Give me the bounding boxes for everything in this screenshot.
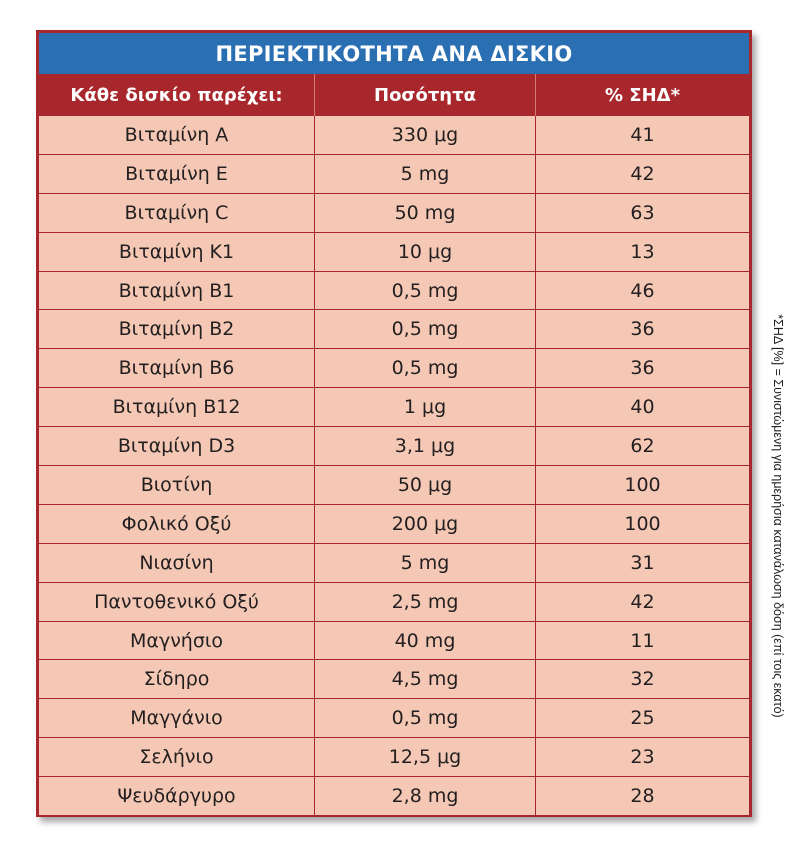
nutrient-cell: Βιταμίνη C (39, 194, 315, 233)
nutrient-cell: Βιταμίνη Β1 (39, 272, 315, 311)
nutrient-cell: Βιταμίνη Β6 (39, 349, 315, 388)
table-row (39, 155, 749, 194)
nutrient-cell: Βιταμίνη Α (39, 116, 315, 155)
rda-percent-cell: 23 (536, 738, 749, 777)
rda-percent-cell: 40 (536, 388, 749, 427)
quantity-cell: 1 μg (315, 388, 536, 427)
quantity-cell: 200 μg (315, 505, 536, 544)
nutrient-cell: Βιταμίνη Κ1 (39, 233, 315, 272)
table-row (39, 310, 749, 349)
table-row (39, 660, 749, 699)
rda-percent-cell: 36 (536, 310, 749, 349)
quantity-cell: 40 mg (315, 622, 536, 661)
table-row (39, 272, 749, 311)
rda-percent-cell: 42 (536, 155, 749, 194)
quantity-cell: 5 mg (315, 155, 536, 194)
rda-percent-cell: 62 (536, 427, 749, 466)
quantity-cell: 0,5 mg (315, 272, 536, 311)
table-title: ΠΕΡΙΕΚΤΙΚΟΤΗΤΑ ΑΝΑ ΔΙΣΚΙΟ (39, 33, 749, 74)
quantity-cell: 2,5 mg (315, 583, 536, 622)
rda-percent-cell: 46 (536, 272, 749, 311)
table-row (39, 116, 749, 155)
quantity-cell: 50 μg (315, 466, 536, 505)
nutrient-cell: Βιταμίνη Β2 (39, 310, 315, 349)
rda-percent-cell: 63 (536, 194, 749, 233)
table-row (39, 388, 749, 427)
table-row (39, 233, 749, 272)
quantity-cell: 330 μg (315, 116, 536, 155)
table-row (39, 699, 749, 738)
rda-percent-cell: 100 (536, 466, 749, 505)
nutrient-cell: Μαγνήσιο (39, 622, 315, 661)
nutrient-cell: Σελήνιο (39, 738, 315, 777)
quantity-cell: 10 μg (315, 233, 536, 272)
rda-footnote (764, 200, 792, 832)
nutrient-cell: Βιταμίνη Ε (39, 155, 315, 194)
table-row (39, 505, 749, 544)
table-row (39, 738, 749, 777)
rda-percent-cell: 31 (536, 544, 749, 583)
quantity-cell: 0,5 mg (315, 349, 536, 388)
table-header-row (39, 74, 749, 116)
quantity-cell: 2,8 mg (315, 777, 536, 816)
header-quantity: Ποσότητα (315, 74, 536, 116)
header-rda-percent: % ΣΗΔ* (536, 74, 749, 116)
rda-percent-cell: 100 (536, 505, 749, 544)
quantity-cell: 50 mg (315, 194, 536, 233)
table-row (39, 622, 749, 661)
quantity-cell: 5 mg (315, 544, 536, 583)
header-nutrient: Κάθε δισκίο παρέχει: (39, 74, 315, 116)
rda-percent-cell: 36 (536, 349, 749, 388)
table-row (39, 466, 749, 505)
rda-percent-cell: 25 (536, 699, 749, 738)
table-row (39, 583, 749, 622)
rda-percent-cell: 11 (536, 622, 749, 661)
quantity-cell: 12,5 μg (315, 738, 536, 777)
nutrient-cell: Μαγγάνιο (39, 699, 315, 738)
nutrient-cell: Βιταμίνη Β12 (39, 388, 315, 427)
rda-percent-cell: 42 (536, 583, 749, 622)
nutrient-cell: Φολικό Οξύ (39, 505, 315, 544)
table-row (39, 194, 749, 233)
nutrient-cell: Ψευδάργυρο (39, 777, 315, 816)
table-row (39, 544, 749, 583)
table-row (39, 427, 749, 466)
nutrient-cell: Βιταμίνη D3 (39, 427, 315, 466)
nutrient-cell: Παντοθενικό Οξύ (39, 583, 315, 622)
nutrient-cell: Νιασίνη (39, 544, 315, 583)
quantity-cell: 0,5 mg (315, 310, 536, 349)
rda-percent-cell: 41 (536, 116, 749, 155)
rda-footnote-text: *ΣΗΔ [%] = Συνιστώμενη για ημερήσια κατανάλωση δόση (επί τοις εκατό) (771, 314, 785, 718)
nutrition-table-panel (36, 30, 752, 817)
nutrient-cell: Σίδηρο (39, 660, 315, 699)
rda-percent-cell: 28 (536, 777, 749, 816)
table-row (39, 349, 749, 388)
quantity-cell: 3,1 μg (315, 427, 536, 466)
quantity-cell: 0,5 mg (315, 699, 536, 738)
rda-percent-cell: 32 (536, 660, 749, 699)
rda-percent-cell: 13 (536, 233, 749, 272)
table-row (39, 777, 749, 816)
nutrient-cell: Βιοτίνη (39, 466, 315, 505)
quantity-cell: 4,5 mg (315, 660, 536, 699)
nutrition-table (39, 74, 749, 816)
